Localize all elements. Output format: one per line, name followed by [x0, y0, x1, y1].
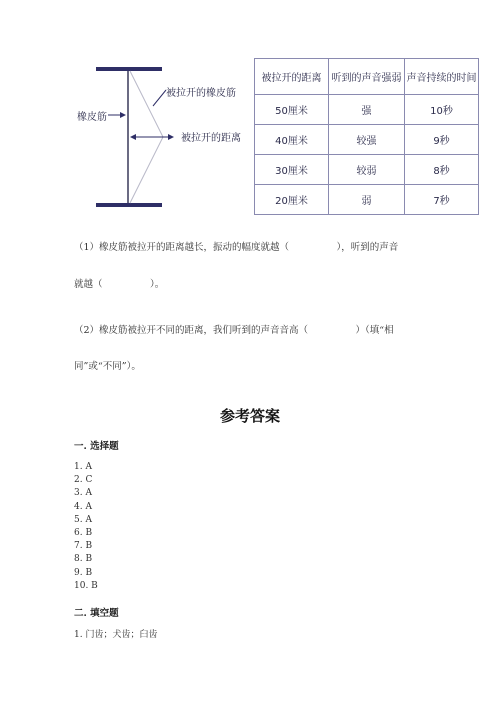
- cell-distance: 50厘米: [255, 95, 329, 125]
- cell-distance: 40厘米: [255, 125, 329, 155]
- cell-duration: 10秒: [405, 95, 479, 125]
- list-item: 4. A: [74, 501, 92, 512]
- top-bar: [96, 67, 162, 71]
- fill-answer-1: 1. 门齿；犬齿；臼齿: [74, 630, 158, 640]
- cell-loudness: 弱: [329, 185, 405, 215]
- experiment-table: [254, 58, 479, 215]
- cell-duration: 8秒: [405, 155, 479, 185]
- cell-loudness: 较弱: [329, 155, 405, 185]
- table-row: [255, 155, 479, 185]
- list-item: 3. A: [74, 488, 92, 499]
- stretched-pointer-line: [153, 90, 166, 106]
- distance-arrowhead-left: [130, 134, 136, 140]
- header-distance: 被拉开的距离: [255, 59, 329, 95]
- table-row: [255, 95, 479, 125]
- table-row: [255, 185, 479, 215]
- cell-duration: 7秒: [405, 185, 479, 215]
- question-2-line-2: 同”或“不同”）。: [74, 361, 141, 372]
- list-item: 8. B: [74, 554, 93, 565]
- section-fill-heading: 二. 填空题: [74, 608, 119, 619]
- rubber-band-label: 橡皮筋: [77, 112, 107, 123]
- table-row: [255, 125, 479, 155]
- answers-title: 参考答案: [219, 407, 280, 425]
- question-1-line-1: （1）橡皮筋被拉开的距离越长，振动的幅度就越（ ），听到的声音: [74, 242, 399, 253]
- cell-loudness: 较强: [329, 125, 405, 155]
- list-item: 10. B: [74, 580, 98, 591]
- distance-arrowhead-right: [168, 134, 174, 140]
- header-duration: 声音持续的时间: [405, 59, 479, 95]
- question-1-line-2: 就越（ ）。: [74, 279, 165, 290]
- choice-answer-list: [74, 461, 98, 593]
- question-2-line-1: （2）橡皮筋被拉开不同的距离，我们听到的声音音高（ ）（填“相: [74, 325, 394, 336]
- table-header-row: [255, 59, 479, 95]
- header-loudness: 听到的声音强弱: [329, 59, 405, 95]
- cell-distance: 20厘米: [255, 185, 329, 215]
- band-pointer-arrowhead: [120, 112, 126, 118]
- list-item: 1. A: [74, 462, 92, 472]
- cell-loudness: 强: [329, 95, 405, 125]
- list-item: 7. B: [74, 541, 93, 552]
- stretch-distance-label: 被拉开的距离: [181, 133, 241, 144]
- cell-distance: 30厘米: [255, 155, 329, 185]
- list-item: 5. A: [74, 514, 92, 525]
- list-item: 6. B: [74, 528, 93, 539]
- section-choice-heading: 一. 选择题: [74, 441, 119, 452]
- list-item: 2. C: [74, 475, 93, 486]
- cell-duration: 9秒: [405, 125, 479, 155]
- bottom-bar: [96, 203, 162, 207]
- list-item: 9. B: [74, 567, 93, 578]
- stretched-band-label: 被拉开的橡皮筋: [166, 88, 236, 99]
